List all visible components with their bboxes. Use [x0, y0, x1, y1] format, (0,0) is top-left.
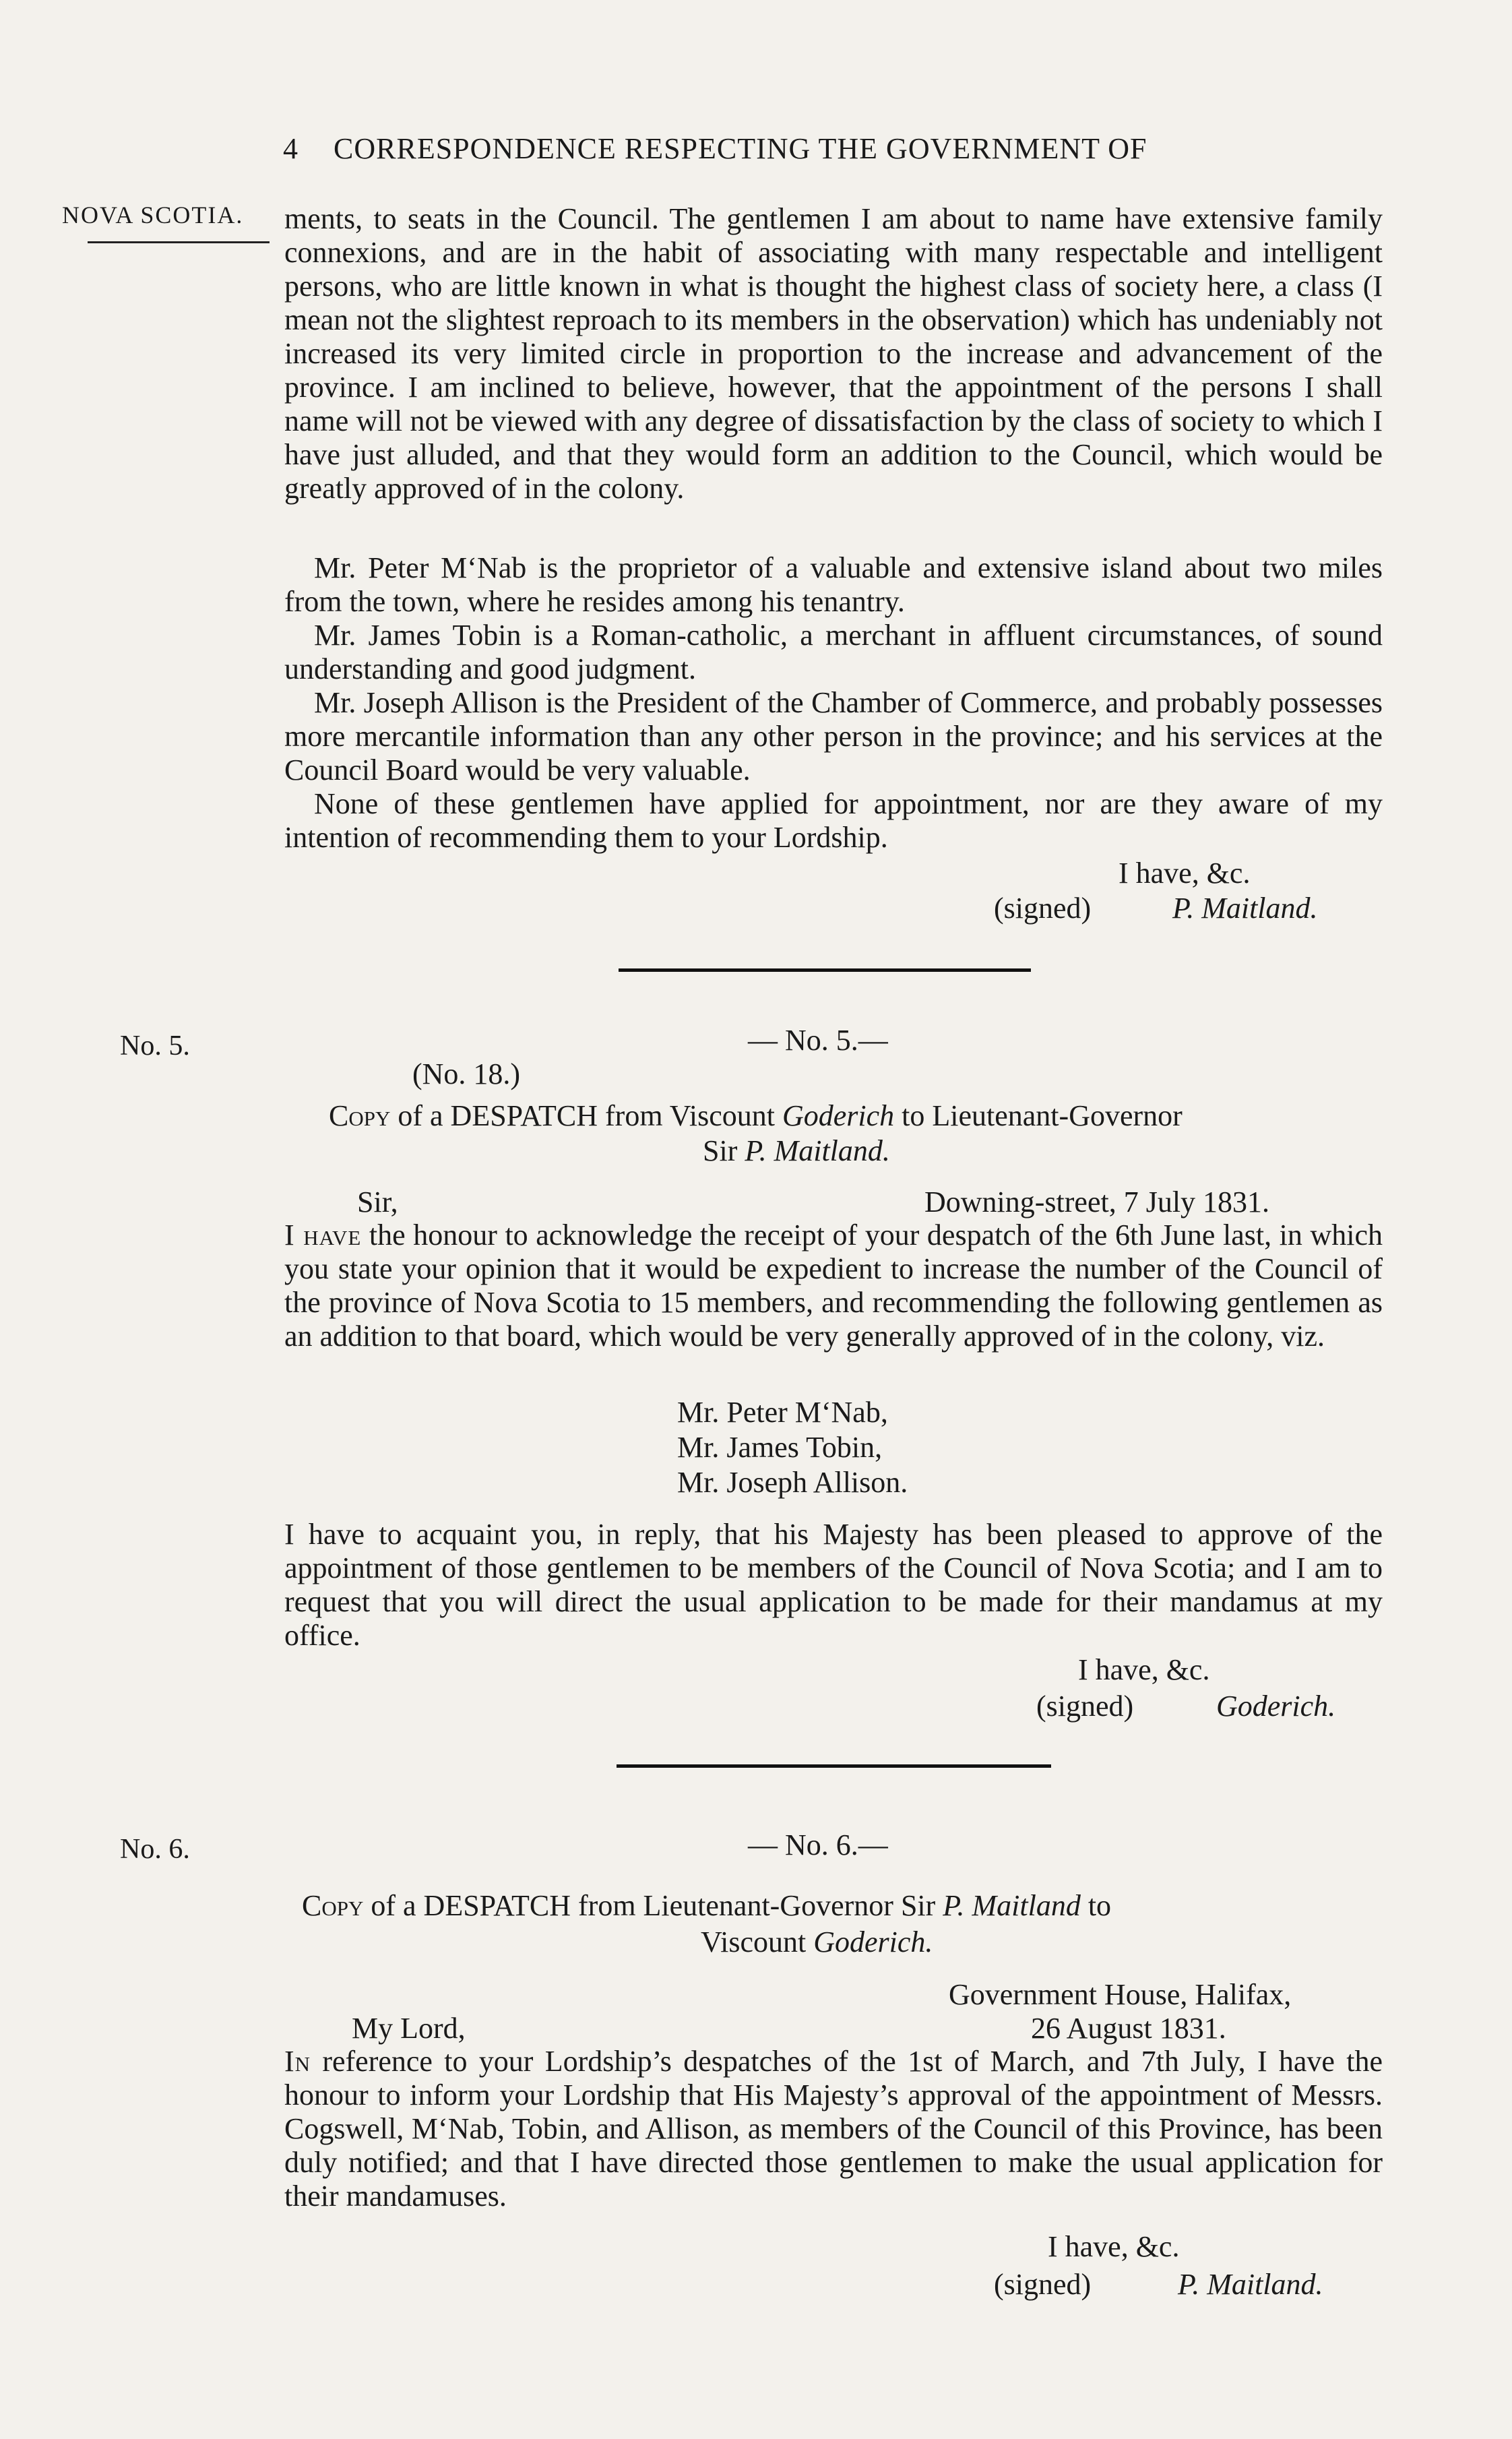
- lead-words: In: [284, 2045, 311, 2078]
- copy-label: Copy: [329, 1099, 391, 1132]
- letter5-signature: Goderich.: [1216, 1690, 1336, 1723]
- margin-label-nova-scotia: NOVA SCOTIA.: [62, 202, 244, 228]
- letter6-title-line1: [302, 1888, 1111, 1923]
- sender-name: Goderich: [782, 1099, 895, 1132]
- letter4-signature: P. Maitland.: [1172, 892, 1318, 925]
- letter6-signed: (signed): [994, 2268, 1092, 2301]
- letter5-salutation: Sir,: [357, 1185, 398, 1218]
- letter5-title-line1: [329, 1099, 1183, 1133]
- letter5-paragraph-2: I have to acquaint you, in reply, that his Majesty has been pleased to approve of the appointment of those gentlemen to be members of the Council of Nova Scotia; and I am to request that you will direct the usual application to be made for their mandamus at my office.: [284, 1518, 1383, 1652]
- title-text: of a DESPATCH from Lieutenant-Governor Sir: [371, 1889, 936, 1922]
- letter6-signature: P. Maitland.: [1178, 2268, 1323, 2301]
- recipient-name: P. Maitland.: [745, 1134, 890, 1167]
- title-text: Sir: [703, 1134, 738, 1167]
- paragraph-text: reference to your Lordship’s despatches of the 1st of March, and 7th July, I have the honour to inform your Lordship that His Majesty’s approval of the appointment of Messrs. Cogswell, M‘Nab, Tobin, and Allison, as members of the Council of this Province, has been duly notified; and that I have directed those gentlemen to make the usual application for their mandamuses.: [284, 2045, 1383, 2213]
- running-title: CORRESPONDENCE RESPECTING THE GOVERNMENT OF: [334, 132, 1147, 165]
- copy-label: Copy: [302, 1889, 364, 1922]
- letter5-title-line2: [703, 1134, 890, 1168]
- letter6-place: Government House, Halifax,: [949, 1978, 1292, 2011]
- letter4-signed: (signed): [994, 892, 1092, 925]
- letter5-paragraph-1: [284, 1218, 1383, 1353]
- letter5-reference: (No. 18.): [412, 1057, 521, 1090]
- letter6-date: 26 August 1831.: [1031, 2012, 1226, 2045]
- page-header: [283, 131, 1375, 166]
- margin-label-no6: No. 6.: [120, 1834, 190, 1865]
- name-list-item: Mr. James Tobin,: [677, 1431, 883, 1464]
- paragraph-text: the honour to acknowledge the receipt of your despatch of the 6th June last, in which you state your opinion that it would be expedient to increase the number of the Council of the province of Nova Scotia to 15 members, and recommending the following gentlemen as an addition to that board, which would be very generally approved of in the colony, viz.: [284, 1218, 1383, 1353]
- title-text: Viscount: [701, 1925, 807, 1958]
- letter4-paragraph-3: Mr. James Tobin is a Roman-catholic, a merchant in affluent circumstances, of sound understanding and good judgment.: [284, 619, 1383, 685]
- letter4-paragraph-1: ments, to seats in the Council. The gentlemen I am about to name have extensive family connexions, and are in the habit of associating with many respectable and intelligent persons, who are little known in what is thought the highest class of society here, a class (I mean not the slightest reproach to its members in the observation) which has undeniably not increased its very limited circle in proportion to the increase and advancement of the province. I am inclined to believe, however, that the appointment of the persons I shall name will not be viewed with any degree of dissatisfaction by the class of society to which I have just alluded, and that they would form an addition to the Council, which would be greatly approved of in the colony.: [284, 202, 1383, 505]
- letter6-heading: — No. 6.—: [748, 1828, 888, 1861]
- section-divider-1: [619, 968, 1031, 972]
- letter4-closing: I have, &c.: [1119, 857, 1251, 890]
- letter6-closing: I have, &c.: [1048, 2230, 1180, 2263]
- letter5-closing: I have, &c.: [1078, 1653, 1210, 1686]
- recipient-name: Goderich.: [813, 1925, 933, 1958]
- sender-name: P. Maitland: [943, 1889, 1081, 1922]
- letter4-paragraph-2: Mr. Peter M‘Nab is the proprietor of a valuable and extensive island about two miles from the town, where he resides among his tenantry.: [284, 551, 1383, 618]
- margin-label-no5: No. 5.: [120, 1030, 190, 1061]
- letter5-signed: (signed): [1036, 1690, 1134, 1723]
- letter6-salutation: My Lord,: [352, 2012, 466, 2045]
- margin-rule: [88, 241, 270, 243]
- letter6-paragraph-1: [284, 2045, 1383, 2213]
- title-text: of a DESPATCH from Viscount: [398, 1099, 775, 1132]
- letter6-title-line2: [701, 1925, 933, 1959]
- section-divider-2: [617, 1764, 1051, 1768]
- name-list-item: Mr. Joseph Allison.: [677, 1466, 908, 1499]
- letter5-place-date: Downing-street, 7 July 1831.: [924, 1185, 1270, 1218]
- lead-words: I have: [284, 1218, 362, 1252]
- title-text: to Lieutenant-Governor: [902, 1099, 1183, 1132]
- name-list-item: Mr. Peter M‘Nab,: [677, 1396, 888, 1429]
- letter5-heading: — No. 5.—: [748, 1024, 888, 1057]
- page-number: 4: [283, 132, 298, 165]
- title-text: to: [1088, 1889, 1112, 1922]
- letter4-paragraph-5: None of these gentlemen have applied for appointment, nor are they aware of my intention of recommending them to your Lordship.: [284, 787, 1383, 854]
- letter4-paragraph-4: Mr. Joseph Allison is the President of the Chamber of Commerce, and probably possesses more mercantile information than any other person in the province; and his services at the Council Board would be very valuable.: [284, 686, 1383, 786]
